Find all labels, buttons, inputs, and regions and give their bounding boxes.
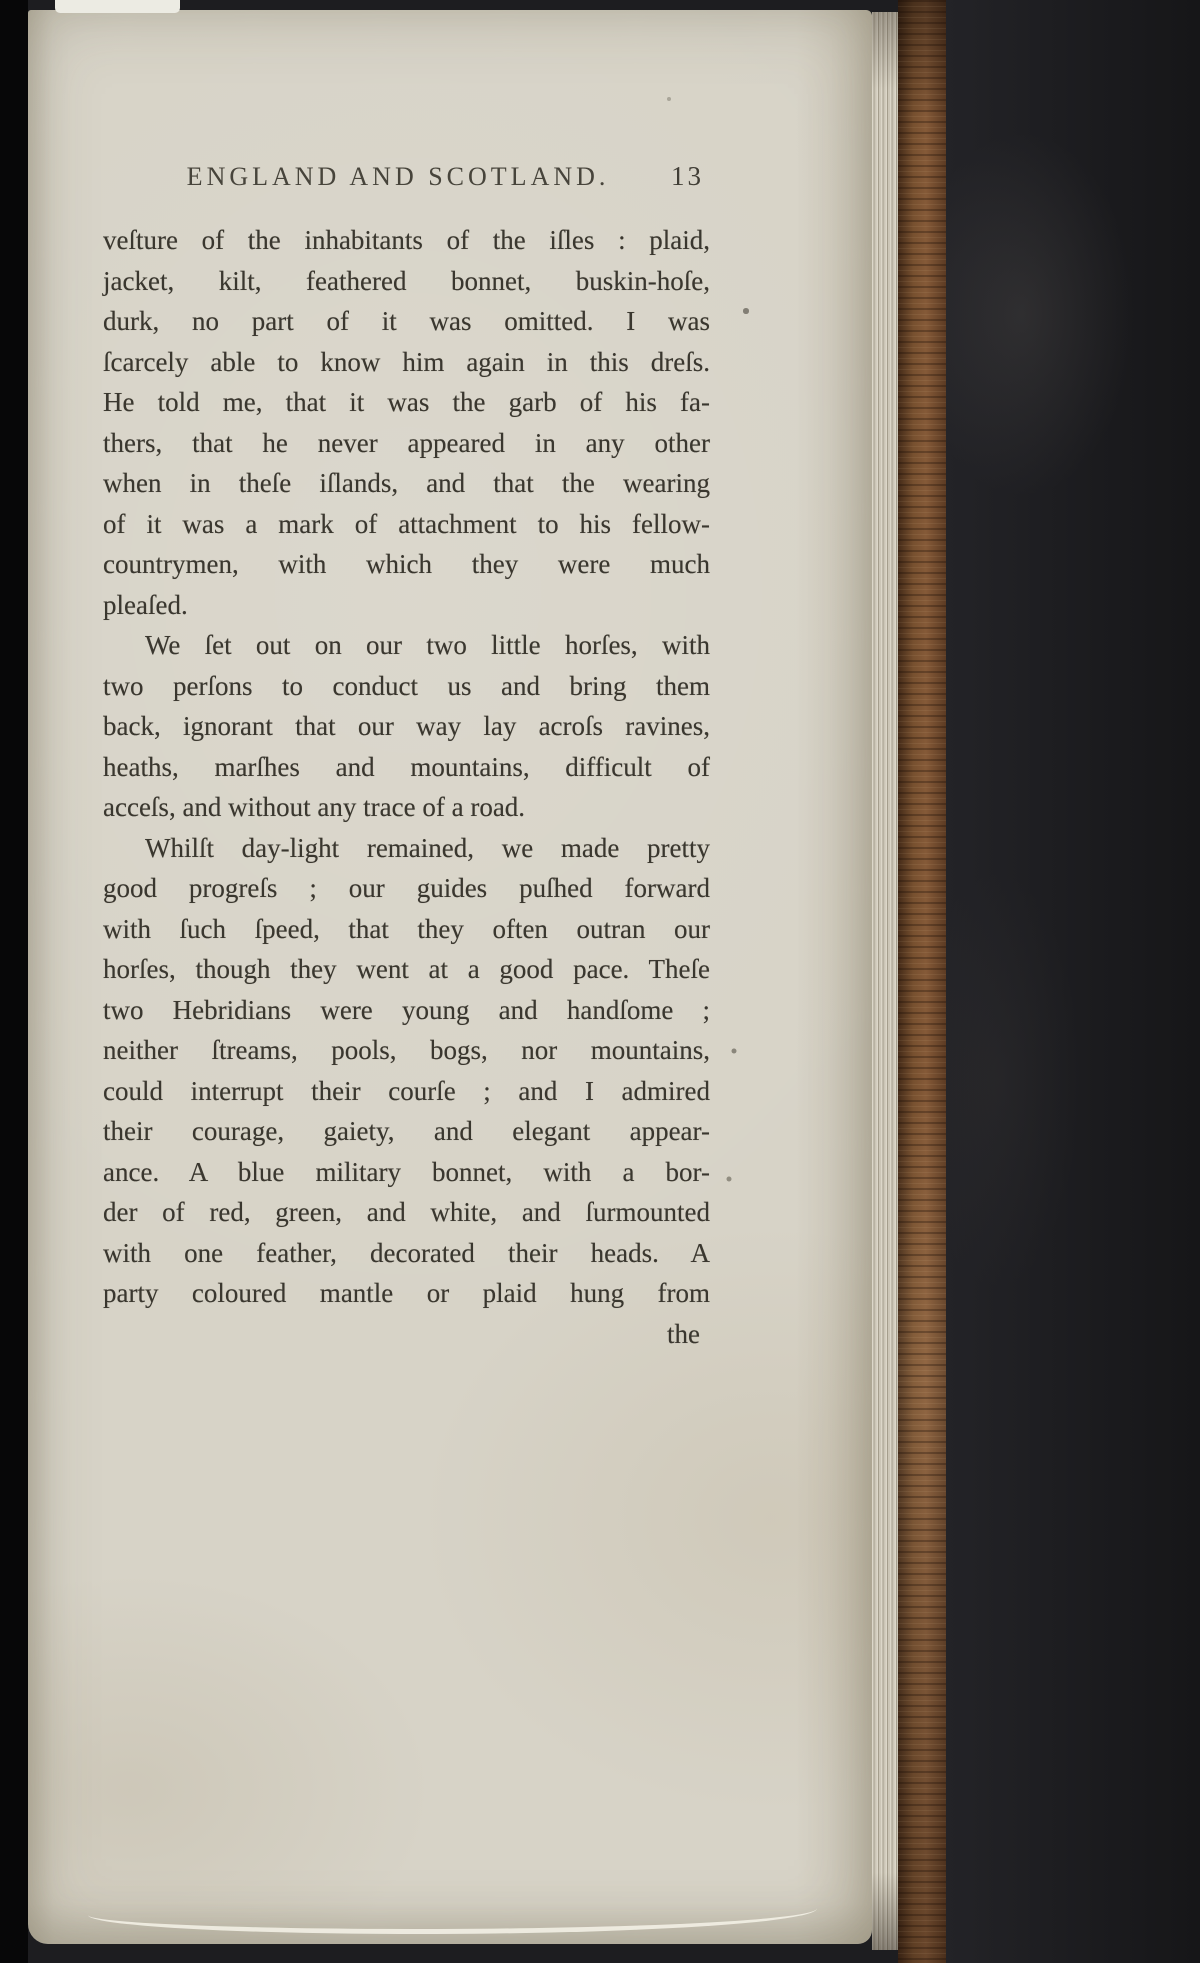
text-block: [103, 160, 710, 1354]
text-line: We ſet out on our two little horſes, with: [145, 630, 710, 660]
paragraph: [103, 220, 710, 625]
text-line: good progreſs ; our guides puſhed forward: [103, 873, 710, 903]
page-curl: [88, 1907, 817, 1934]
page-fore-edge: [872, 12, 898, 1950]
book-spine: [898, 0, 946, 1963]
paragraph: [103, 625, 710, 828]
left-margin-strip: [0, 0, 28, 1963]
text-line: durk, no part of it was omitted. I was: [103, 306, 710, 336]
text-line: acceſs, and without any trace of a road.: [103, 792, 526, 822]
text-line: of it was a mark of attachment to his fellow-: [103, 508, 710, 539]
text-line: horſes, though they went at a good pace. Theſe: [103, 954, 710, 984]
text-line: der of red, green, and white, and ſurmounted: [103, 1197, 710, 1227]
text-line: party coloured mantle or plaid hung from: [103, 1278, 710, 1308]
body-text: [103, 220, 710, 1314]
paragraph: [103, 828, 710, 1314]
text-line: back, ignorant that our way lay acroſs ravines,: [103, 711, 710, 741]
text-line: veſture of the inhabitants of the iſles : plaid,: [103, 225, 710, 255]
text-line: jacket, kilt, feathered bonnet, buskin-hoſe,: [103, 265, 710, 296]
page-header: [103, 160, 710, 194]
running-title: ENGLAND AND SCOTLAND.: [186, 162, 610, 191]
ink-speckles: [28, 10, 30, 12]
text-line: two perſons to conduct us and bring them: [103, 670, 710, 701]
text-line: two Hebridians were young and handſome ;: [103, 994, 710, 1025]
text-line: with one feather, decorated their heads. A: [103, 1237, 710, 1268]
top-page-sliver: [55, 0, 180, 13]
text-line: neither ſtreams, pools, bogs, nor mountains,: [103, 1035, 710, 1065]
text-line: heaths, marſhes and mountains, difficult of: [103, 751, 710, 782]
text-line: countrymen, with which they were much: [103, 549, 710, 579]
text-line: ance. A blue military bonnet, with a bor-: [103, 1156, 710, 1187]
text-line: when in theſe iſlands, and that the wearing: [103, 468, 710, 498]
text-line: thers, that he never appeared in any other: [103, 427, 710, 458]
catchword: the: [667, 1318, 700, 1349]
text-line: Whilſt day-light remained, we made pretty: [145, 832, 710, 863]
text-line: pleaſed.: [103, 589, 188, 620]
text-line: He told me, that it was the garb of his fa-: [103, 387, 710, 417]
text-line: with ſuch ſpeed, that they often outran our: [103, 913, 710, 944]
text-line: ſcarcely able to know him again in this dreſs.: [103, 346, 710, 377]
background-right: [946, 0, 1200, 1963]
text-line: their courage, gaiety, and elegant appear-: [103, 1116, 710, 1146]
text-line: could interrupt their courſe ; and I admired: [103, 1075, 710, 1106]
page-number: 13: [671, 161, 704, 191]
book-page: [28, 10, 872, 1944]
